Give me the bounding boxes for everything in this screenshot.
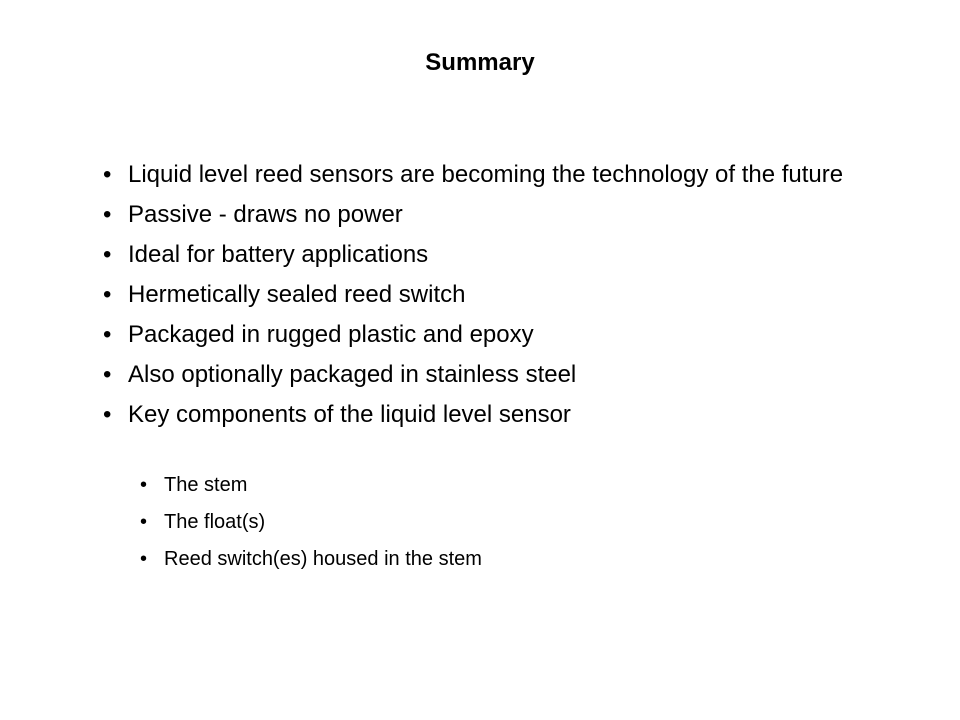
sub-bullet-dot-icon: •	[140, 548, 148, 570]
bullet-dot-icon: •	[103, 201, 112, 228]
sub-bullet-dot-icon: •	[140, 474, 148, 496]
bullet-dot-icon: •	[103, 401, 112, 428]
sub-bullet-text: The float(s)	[164, 511, 266, 533]
sub-bullet-dot-icon: •	[140, 511, 148, 533]
sub-bullet-list	[138, 472, 482, 583]
bullet-text: Key components of the liquid level sensor	[128, 401, 571, 428]
sub-bullet-text: Reed switch(es) housed in the stem	[164, 548, 482, 570]
bullet-text: Also optionally packaged in stainless steel	[128, 361, 577, 388]
bullet-dot-icon: •	[103, 321, 112, 348]
slide-title: Summary	[425, 49, 535, 76]
bullet-text: Ideal for battery applications	[128, 241, 429, 268]
bullet-text: Liquid level reed sensors are becoming the technology of the future	[128, 161, 844, 188]
bullet-item	[101, 280, 881, 310]
bullet-dot-icon: •	[103, 281, 112, 308]
bullet-item	[101, 160, 881, 190]
bullet-item	[101, 200, 881, 230]
bullet-item	[101, 360, 881, 390]
bullet-dot-icon: •	[103, 241, 112, 268]
sub-bullet-item	[138, 546, 482, 572]
bullet-item	[101, 400, 881, 430]
bullet-text: Passive - draws no power	[128, 201, 403, 228]
bullet-list	[101, 160, 881, 440]
sub-bullet-item	[138, 472, 482, 498]
bullet-item	[101, 240, 881, 270]
bullet-dot-icon: •	[103, 361, 112, 388]
sub-bullet-item	[138, 509, 482, 535]
bullet-text: Hermetically sealed reed switch	[128, 281, 466, 308]
bullet-text: Packaged in rugged plastic and epoxy	[128, 321, 534, 348]
sub-bullet-text: The stem	[164, 474, 248, 496]
bullet-dot-icon: •	[103, 161, 112, 188]
bullet-item	[101, 320, 881, 350]
